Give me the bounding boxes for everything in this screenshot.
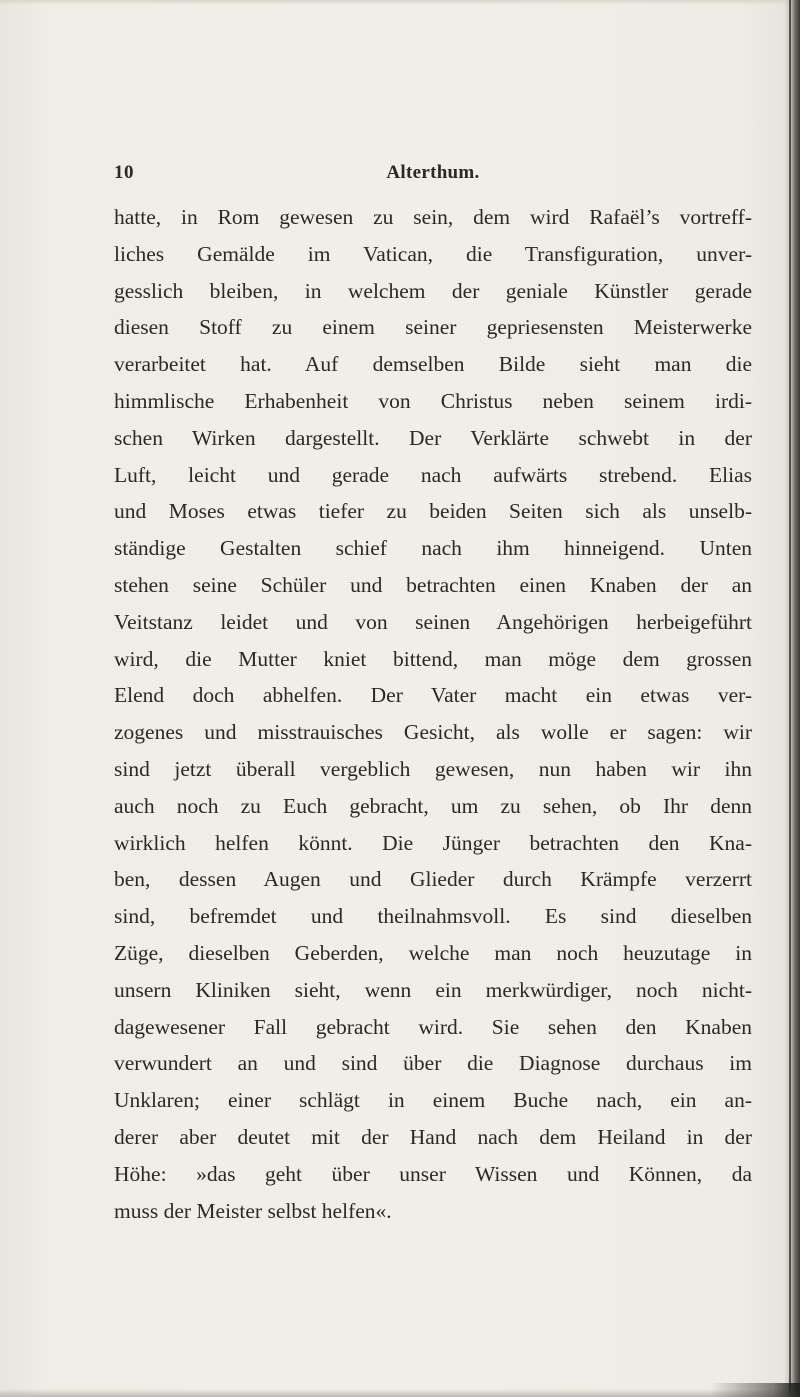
text-line: Unklaren; einer schlägt in einem Buche nach, ein an- (114, 1088, 752, 1113)
text-line-last: muss der Meister selbst helfen«. (114, 1198, 392, 1223)
page-edge-line (789, 0, 791, 1397)
text-line: Züge, dieselben Geberden, welche man noch heuzutage in (114, 940, 752, 965)
text-line: Luft, leicht und gerade nach aufwärts strebend. Elias (114, 462, 752, 487)
text-line: unsern Kliniken sieht, wenn ein merkwürdiger, noch nicht- (114, 977, 752, 1002)
text-line: sind, befremdet und theilnahmsvoll. Es sind dieselben (114, 904, 752, 929)
text-line: schen Wirken dargestellt. Der Verklärte schwebt in der (114, 425, 752, 450)
body-text (114, 199, 752, 1229)
text-line: ständige Gestalten schief nach ihm hinneigend. Unten (114, 536, 752, 561)
text-line: dagewesener Fall gebracht wird. Sie sehen den Knaben (114, 1014, 752, 1039)
page-bottom-edge (0, 1389, 800, 1397)
text-line: derer aber deutet mit der Hand nach dem Heiland in der (114, 1124, 752, 1149)
text-line: hatte, in Rom gewesen zu sein, dem wird Rafaël’s vortreff- (114, 205, 752, 229)
text-line: gesslich bleiben, in welchem der geniale Künstler gerade (114, 278, 752, 303)
text-line: verarbeitet hat. Auf demselben Bilde sieht man die (114, 352, 752, 377)
text-line: liches Gemälde im Vatican, die Transfiguration, unver- (114, 241, 752, 266)
text-line: verwundert an und sind über die Diagnose durchaus im (114, 1051, 752, 1076)
text-line: ben, dessen Augen und Glieder durch Krämpfe verzerrt (114, 867, 752, 892)
text-line: und Moses etwas tiefer zu beiden Seiten sich als unselb- (114, 499, 752, 524)
text-line: zogenes und misstrauisches Gesicht, als wolle er sagen: wir (114, 720, 752, 745)
text-line: himmlische Erhabenheit von Christus neben seinem irdi- (114, 388, 752, 413)
text-line: wird, die Mutter kniet bittend, man möge dem grossen (114, 646, 752, 671)
text-line: stehen seine Schüler und betrachten einen Knaben der an (114, 572, 752, 597)
text-line: wirklich helfen könnt. Die Jünger betrachten den Kna- (114, 830, 752, 855)
page-header (114, 162, 752, 188)
text-line: Höhe: »das geht über unser Wissen und Können, da (114, 1161, 752, 1186)
page-corner-shadow (710, 1383, 800, 1397)
text-line: diesen Stoff zu einem seiner gepriesensten Meisterwerke (114, 315, 752, 340)
text-line: Veitstanz leidet und von seinen Angehörigen herbeigeführt (114, 609, 752, 634)
text-line: auch noch zu Euch gebracht, um zu sehen, ob Ihr denn (114, 793, 752, 818)
text-line: sind jetzt überall vergeblich gewesen, nun haben wir ihn (114, 756, 752, 781)
page-top-edge (0, 0, 800, 5)
page-number: 10 (114, 162, 134, 183)
text-line: Elend doch abhelfen. Der Vater macht ein etwas ver- (114, 683, 752, 708)
running-title: Alterthum. (386, 162, 480, 183)
page-binding-edge (784, 0, 800, 1397)
